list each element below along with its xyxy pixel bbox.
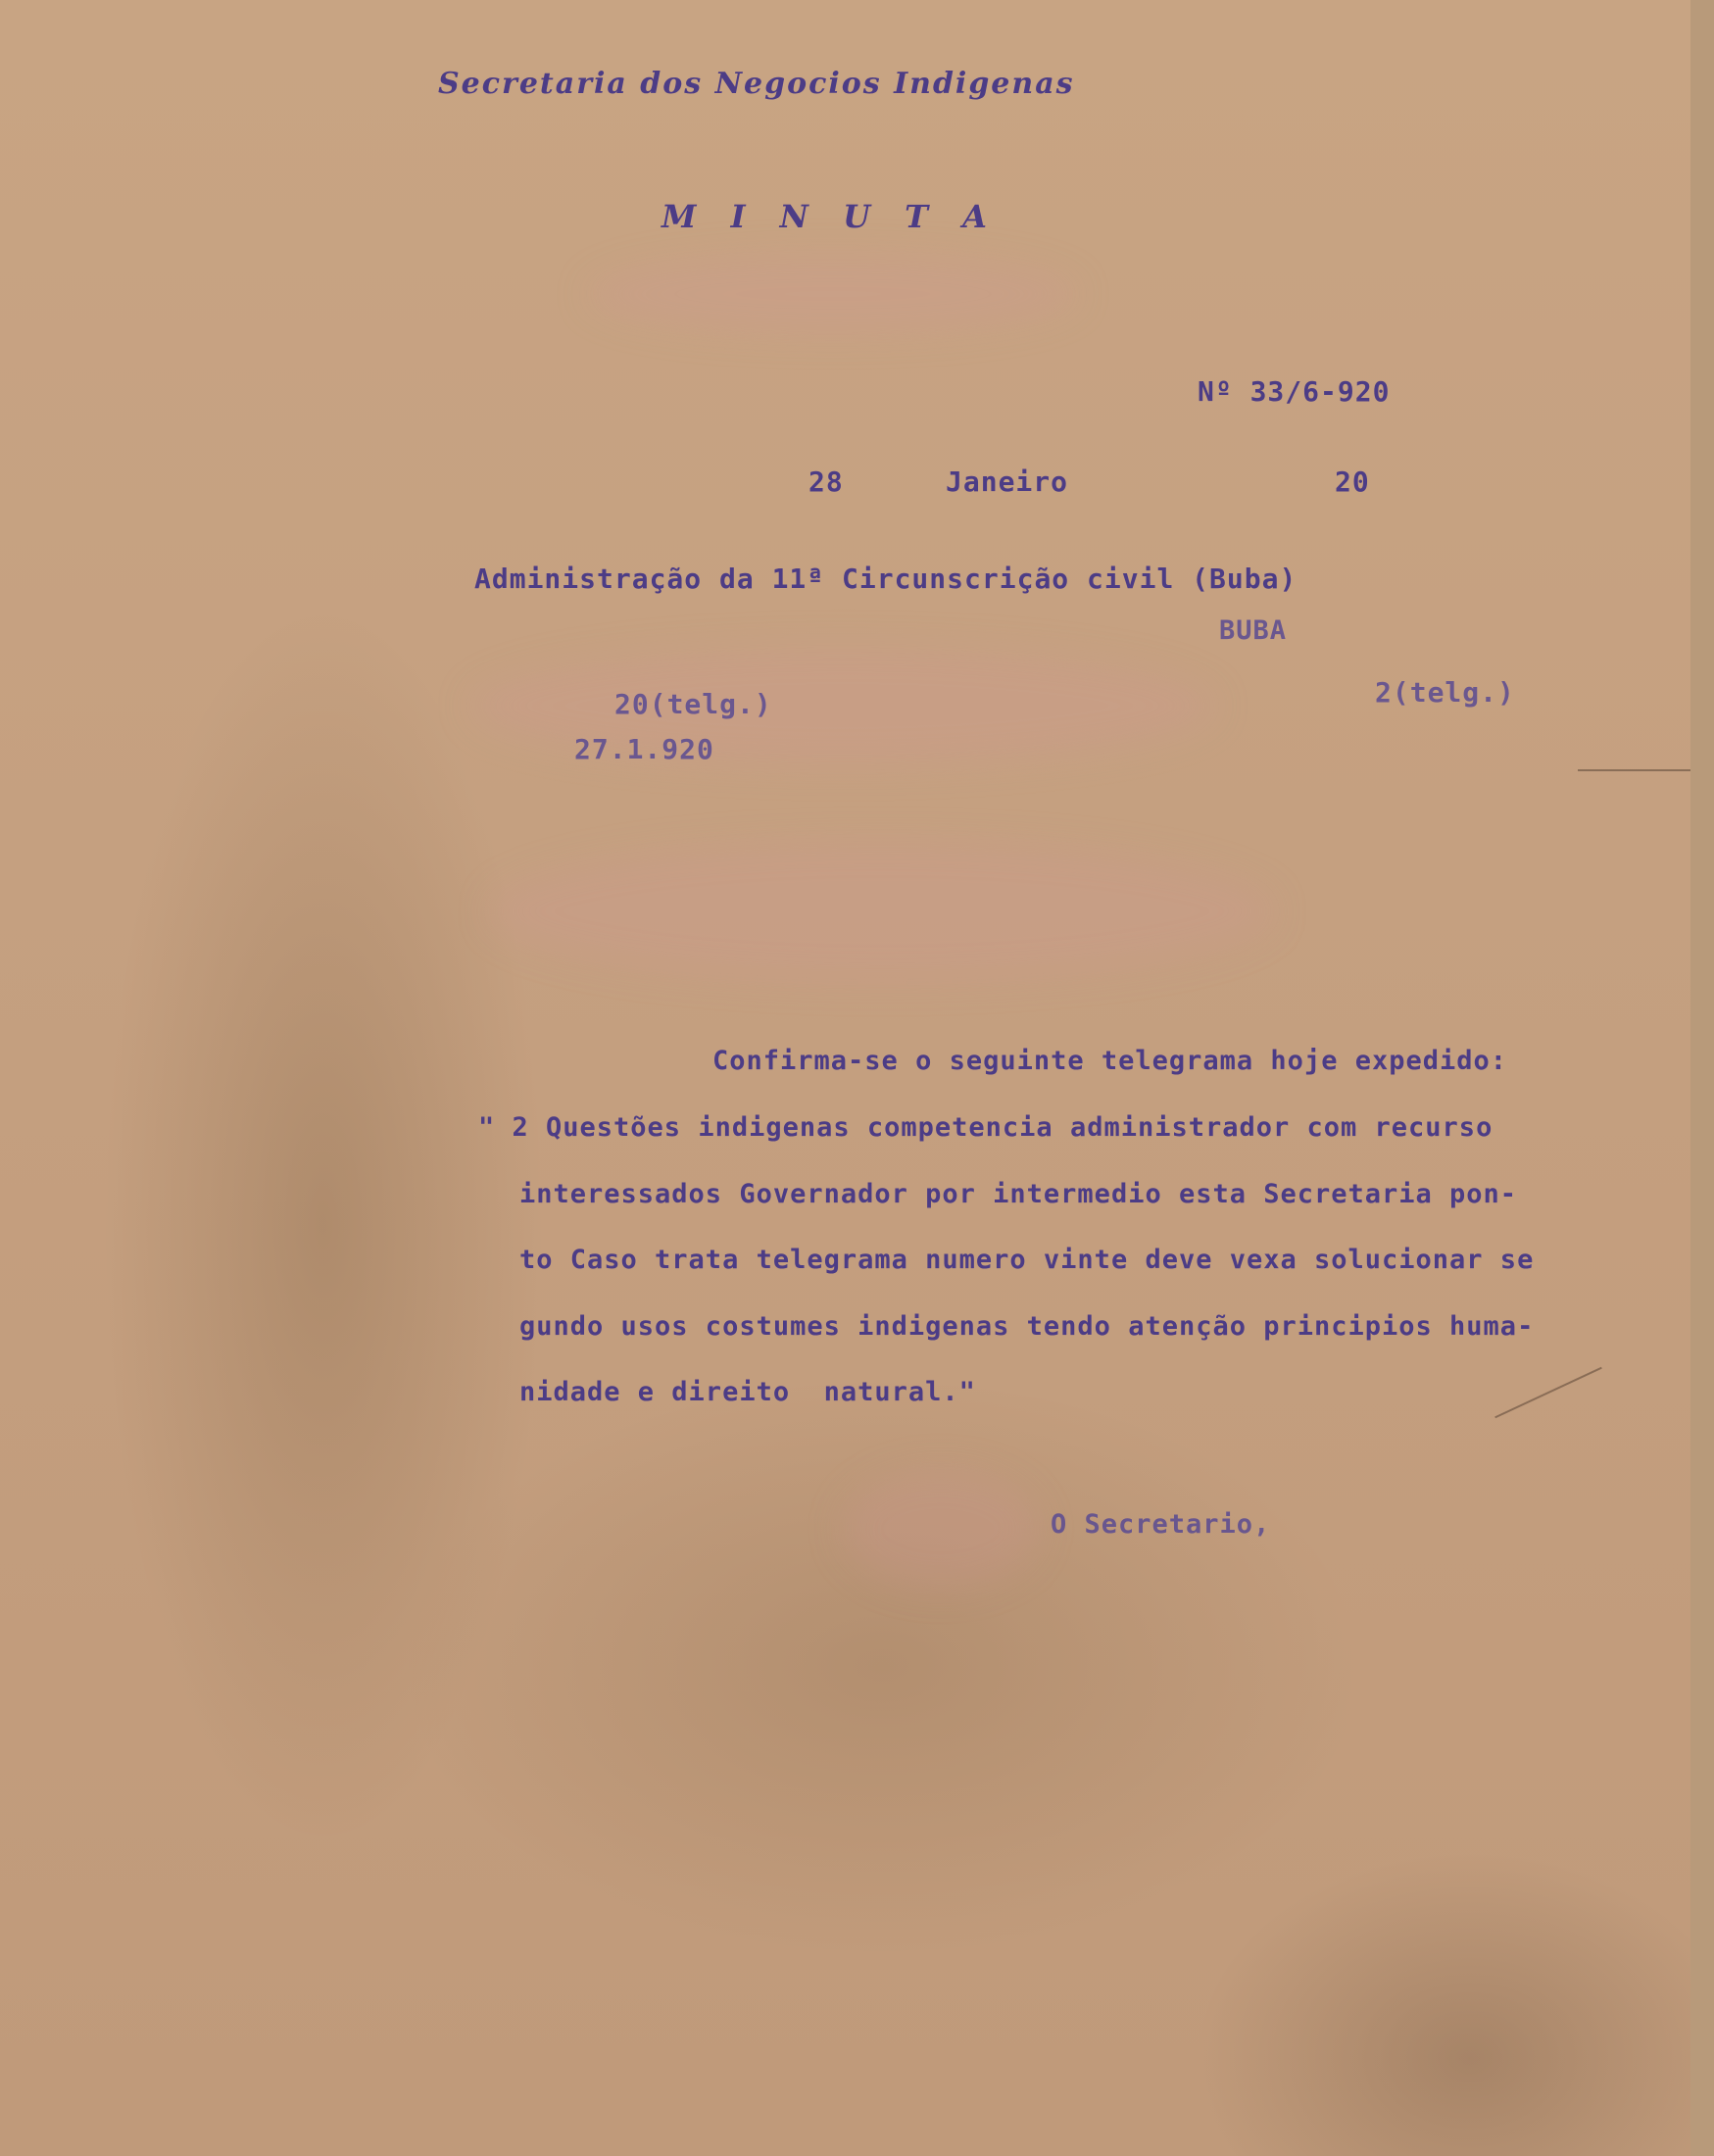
body-line: " 2 Questões indigenas competencia administrador com recurso xyxy=(478,1112,1494,1143)
signature-line: O Secretario, xyxy=(1051,1509,1271,1540)
paper-tear xyxy=(1578,769,1690,771)
date-year: 20 xyxy=(1335,466,1370,498)
body-line: interessados Governador por intermedio esta Secretaria pon- xyxy=(519,1179,1518,1209)
body-line: gundo usos costumes indigenas tendo atenção principios huma- xyxy=(519,1311,1535,1342)
incoming-date: 27.1.920 xyxy=(574,733,714,765)
body-intro: Confirma-se o seguinte telegrama hoje expedido: xyxy=(712,1046,1508,1076)
bleed-through-stain xyxy=(490,843,1274,980)
paper-tear xyxy=(1494,1367,1602,1419)
date-day: 28 xyxy=(808,466,844,498)
addressee: Administração da 11ª Circunscrição civil (Buba) xyxy=(474,563,1298,595)
bleed-through-stain xyxy=(588,255,1078,333)
body-line: nidade e direito natural." xyxy=(519,1377,976,1407)
letterhead: Secretaria dos Negocios Indigenas xyxy=(438,67,1075,101)
outgoing-reference: 2(telg.) xyxy=(1375,676,1515,709)
destination: BUBA xyxy=(1219,615,1288,646)
date-month: Janeiro xyxy=(946,466,1069,498)
incoming-reference: 20(telg.) xyxy=(614,688,772,720)
reference-number: Nº 33/6-920 xyxy=(1198,375,1391,408)
bleed-through-stain xyxy=(843,1470,1039,1588)
body-line: to Caso trata telegrama numero vinte deve vexa solucionar se xyxy=(519,1245,1535,1275)
document-title: M I N U T A xyxy=(661,198,999,235)
